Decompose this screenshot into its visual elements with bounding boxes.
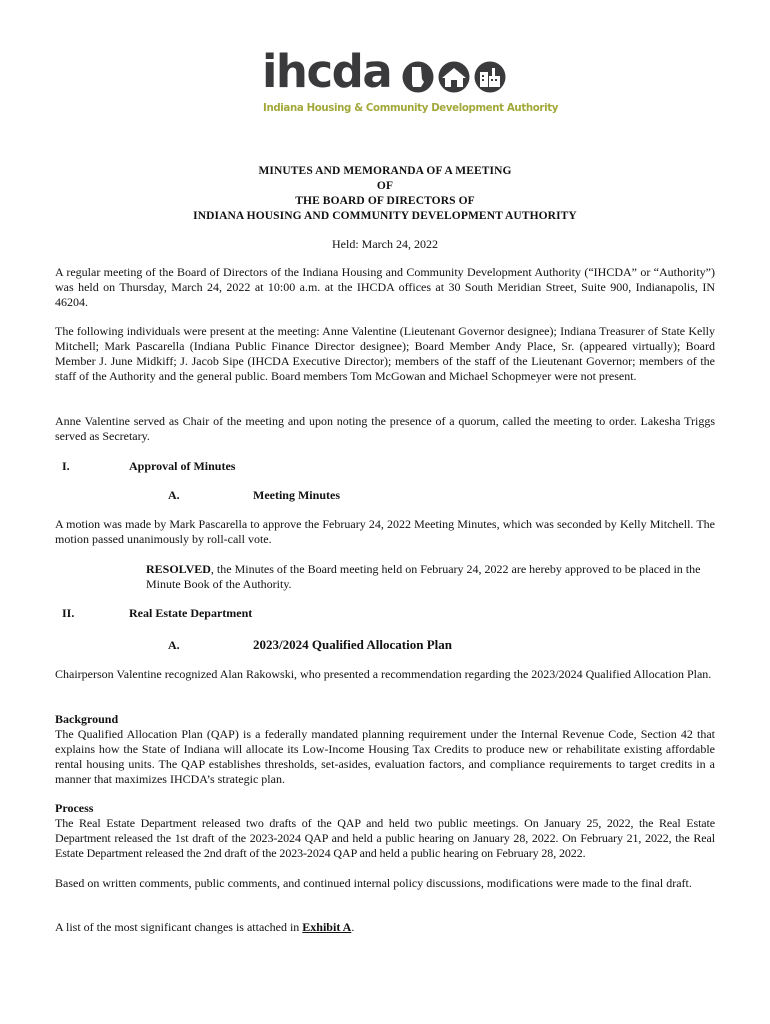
background-paragraph: The Qualified Allocation Plan (QAP) is a federally mandated planning requirement under the Internal Revenue Code, Section 42 that explains how the State of Indiana will allocate its Low-Income Housing Tax Credits to produce new or rehabilitate existing affordable rental housing units. The QAP establishes thresholds, set-asides, evaluation factors, and compliance requirements to target credits in a manner that maximizes IHCDA’s strategic plan. xyxy=(55,727,715,786)
logo-icons xyxy=(402,60,512,94)
community-buildings-icon xyxy=(475,62,506,93)
section-2-number: II. xyxy=(62,606,75,620)
section-1-title: Approval of Minutes xyxy=(129,459,236,473)
logo-tagline: Indiana Housing & Community Development Authority xyxy=(263,103,559,114)
title-line-1: MINUTES AND MEMORANDA OF A MEETING xyxy=(258,165,512,177)
section-1a-title: Meeting Minutes xyxy=(253,488,340,502)
resolved-text: , the Minutes of the Board meeting held on February 24, 2022 are hereby approved to be placed in the Minute Book of the Authority. xyxy=(146,562,701,591)
section-2a-letter: A. xyxy=(168,638,180,652)
title-line-3: THE BOARD OF DIRECTORS OF xyxy=(295,195,475,207)
section-1a-letter: A. xyxy=(168,488,180,502)
exhibit-prefix: A list of the most significant changes is attached in xyxy=(55,920,303,934)
process-heading: Process xyxy=(55,801,94,815)
logo-wordmark: ihcda xyxy=(262,45,392,98)
resolved-paragraph xyxy=(146,562,716,592)
motion-paragraph: A motion was made by Mark Pascarella to approve the February 24, 2022 Meeting Minutes, which was seconded by Kelly Mitchell. The motion passed unanimously by roll-call vote. xyxy=(55,517,715,546)
resolved-label: RESOLVED xyxy=(146,562,211,576)
exhibit-suffix: . xyxy=(351,920,355,934)
background-heading: Background xyxy=(55,712,119,726)
section-1-number: I. xyxy=(62,459,70,473)
section-2-title: Real Estate Department xyxy=(129,606,253,620)
recognition-paragraph: Chairperson Valentine recognized Alan Rakowski, who presented a recommendation regarding the 2023/2024 Qualified Allocation Plan. xyxy=(55,667,712,681)
meeting-date: Held: March 24, 2022 xyxy=(332,237,438,251)
chair-paragraph: Anne Valentine served as Chair of the meeting and upon noting the presence of a quorum, called the meeting to order. Lakesha Triggs served as Secretary. xyxy=(55,414,715,443)
section-2a-title: 2023/2024 Qualified Allocation Plan xyxy=(253,637,452,652)
exhibit-paragraph xyxy=(55,920,715,935)
modifications-paragraph: Based on written comments, public comments, and continued internal policy discussions, modifications were made to the final draft. xyxy=(55,876,692,890)
exhibit-a-link[interactable]: Exhibit A xyxy=(302,920,352,934)
title-line-4: INDIANA HOUSING AND COMMUNITY DEVELOPMENT AUTHORITY xyxy=(193,210,577,222)
house-icon xyxy=(439,62,470,93)
indiana-state-icon xyxy=(403,62,434,93)
attendance-paragraph: The following individuals were present at the meeting: Anne Valentine (Lieutenant Governor designee); Indiana Treasurer of State Kelly Mitchell; Mark Pascarella (Indiana Public Finance Director designee); Board Member Andy Place, Sr. (appeared virtually); Board Member J. June Midkiff; J. Jacob Sipe (IHCDA Executive Director); members of the staff of the Lieutenant Governor; members of the staff of the Authority and the general public. Board members Tom McGowan and Michael Schopmeyer were not present. xyxy=(55,324,715,383)
ihcda-logo xyxy=(262,45,559,120)
process-paragraph: The Real Estate Department released two drafts of the QAP and held two public meetings. On January 25, 2022, the Real Estate Department released the 1st draft of the 2023-2024 QAP and held a public hearing on January 28, 2022. On February 21, 2022, the Real Estate Department released the 2nd draft of the 2023-2024 QAP and held a public hearing on February 28, 2022. xyxy=(55,816,715,860)
intro-paragraph-1: A regular meeting of the Board of Directors of the Indiana Housing and Community Development Authority (“IHCDA” or “Authority”) was held on Thursday, March 24, 2022 at 10:00 a.m. at the IHCDA offices at 30 South Meridian Street, Suite 900, Indianapolis, IN 46204. xyxy=(55,265,715,309)
title-line-2: OF xyxy=(376,180,394,192)
